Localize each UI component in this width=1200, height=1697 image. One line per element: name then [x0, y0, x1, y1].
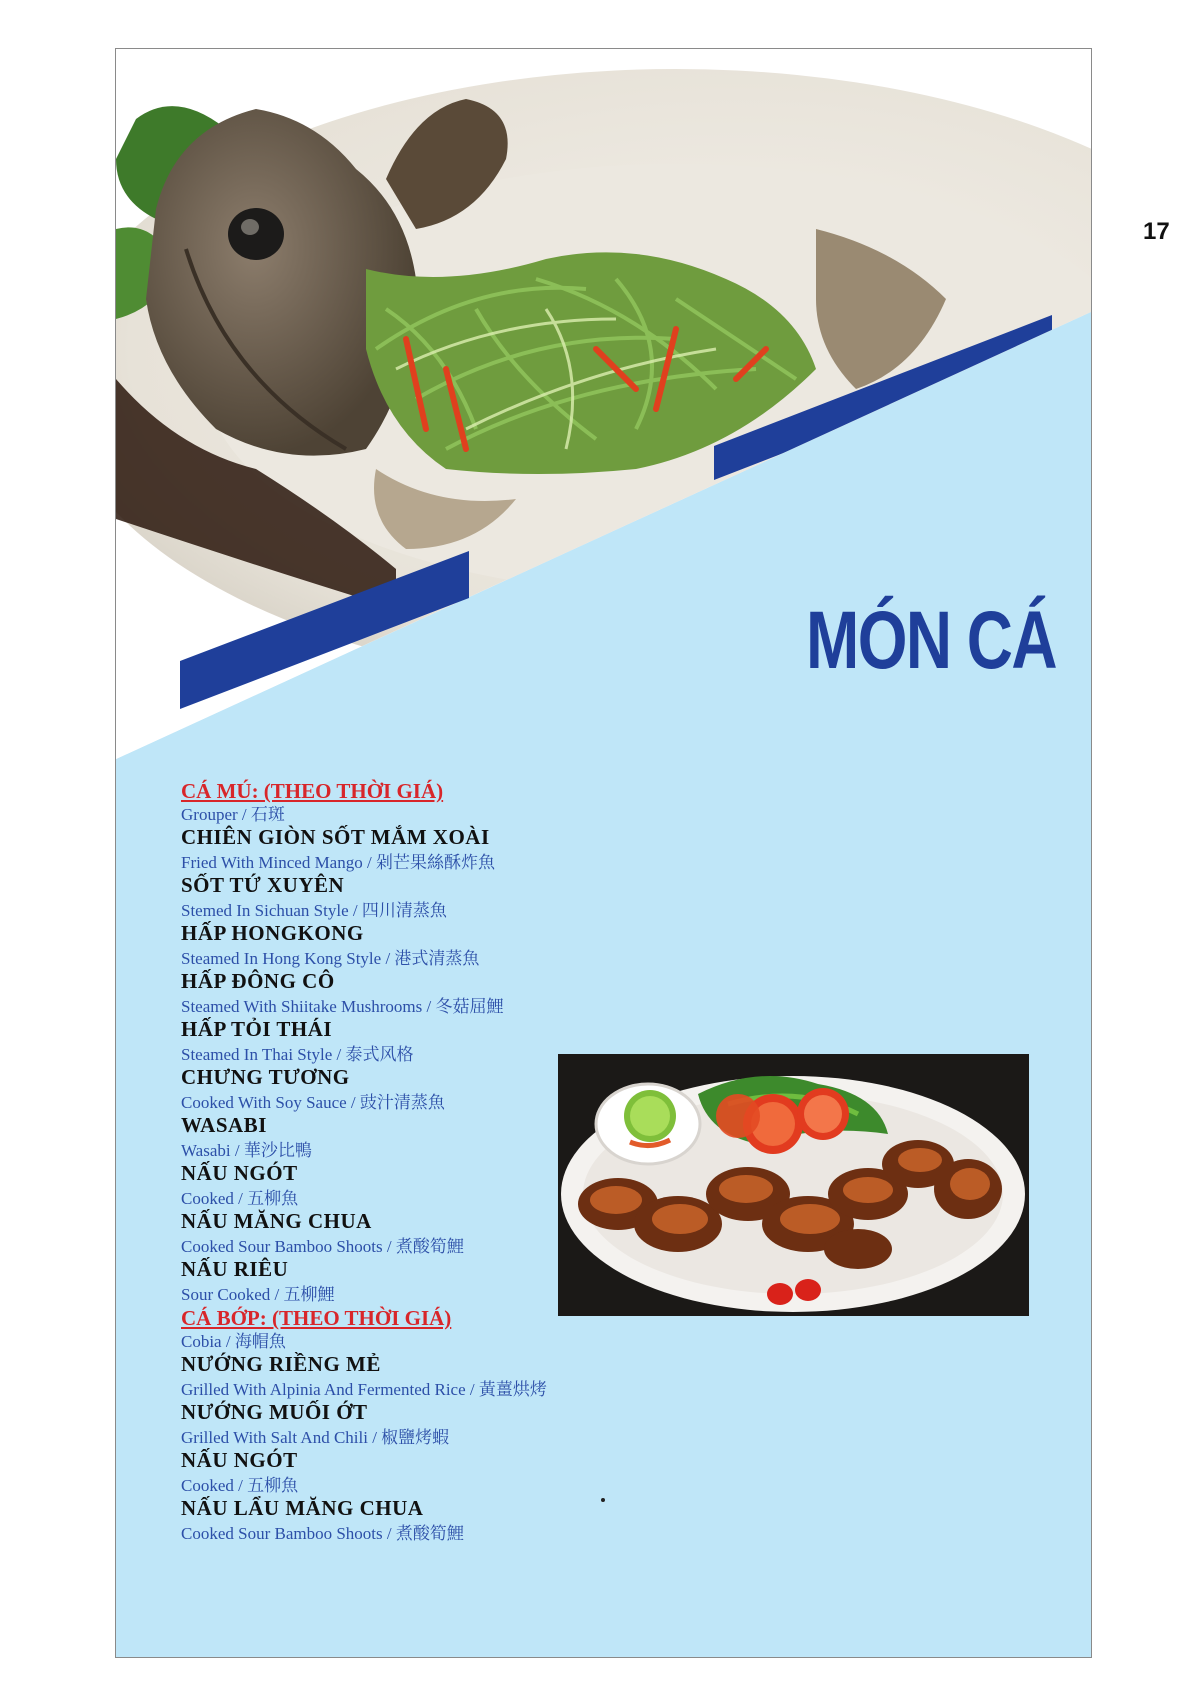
dish-description: Fried With Minced Mango / 剁芒果絲酥炸魚 [181, 853, 495, 872]
dish-name: NẤU RIÊU [181, 1257, 289, 1281]
dish-name: NẤU NGÓT [181, 1161, 298, 1185]
menu-page [115, 48, 1092, 1658]
dish-name: HẤP HONGKONG [181, 921, 364, 945]
dish-description: Cooked With Soy Sauce / 豉汁清蒸魚 [181, 1093, 445, 1112]
dish-name: NẤU LẨU MĂNG CHUA [181, 1496, 424, 1520]
dish-description: Wasabi / 華沙比鴨 [181, 1141, 312, 1160]
menu-section-cobia [181, 1306, 801, 1545]
dish-description: Grilled With Alpinia And Fermented Rice / 黃薑烘烤 [181, 1380, 547, 1399]
dish-name: HẤP ĐÔNG CÔ [181, 969, 335, 993]
dish-description: Grilled With Salt And Chili / 椒鹽烤蝦 [181, 1428, 450, 1447]
dish-description: Cooked / 五柳魚 [181, 1189, 299, 1208]
dish-description: Steamed In Thai Style / 泰式风格 [181, 1045, 414, 1064]
dish-description: Sour Cooked / 五柳鯉 [181, 1285, 335, 1304]
page-number: 17 [1143, 218, 1170, 245]
dish-name: NƯỚNG RIỀNG MẺ [181, 1352, 381, 1376]
dish-description: Cooked Sour Bamboo Shoots / 煮酸筍鯉 [181, 1237, 464, 1256]
dish-name: NẤU NGÓT [181, 1448, 298, 1472]
dish-name: NƯỚNG MUỐI ỚT [181, 1400, 368, 1424]
section-header: CÁ MÚ: (THEO THỜI GIÁ) [181, 779, 444, 803]
dish-name: HẤP TỎI THÁI [181, 1017, 333, 1041]
dish-name: WASABI [181, 1113, 267, 1137]
dish-name: CHƯNG TƯƠNG [181, 1065, 350, 1089]
section-header: CÁ BỚP: (THEO THỜI GIÁ) [181, 1306, 452, 1330]
dish-name: SỐT TỨ XUYÊN [181, 873, 345, 897]
dish-description: Cooked / 五柳魚 [181, 1476, 299, 1495]
dish-name: CHIÊN GIÒN SỐT MẮM XOÀI [181, 825, 490, 849]
dish-description: Cooked Sour Bamboo Shoots / 煮酸筍鯉 [181, 1524, 464, 1543]
page-title: MÓN CÁ [806, 595, 1057, 686]
dish-description: Stemed In Sichuan Style / 四川清蒸魚 [181, 901, 447, 920]
section-subtitle: Grouper / 石斑 [181, 805, 285, 824]
grilled-fish-platter-photo [558, 1054, 1029, 1316]
stray-dot [601, 1498, 605, 1502]
dish-description: Steamed In Hong Kong Style / 港式清蒸魚 [181, 949, 480, 968]
section-subtitle: Cobia / 海帽魚 [181, 1332, 286, 1351]
dish-description: Steamed With Shiitake Mushrooms / 冬菇屈鯉 [181, 997, 504, 1016]
dish-name: NẤU MĂNG CHUA [181, 1209, 372, 1233]
